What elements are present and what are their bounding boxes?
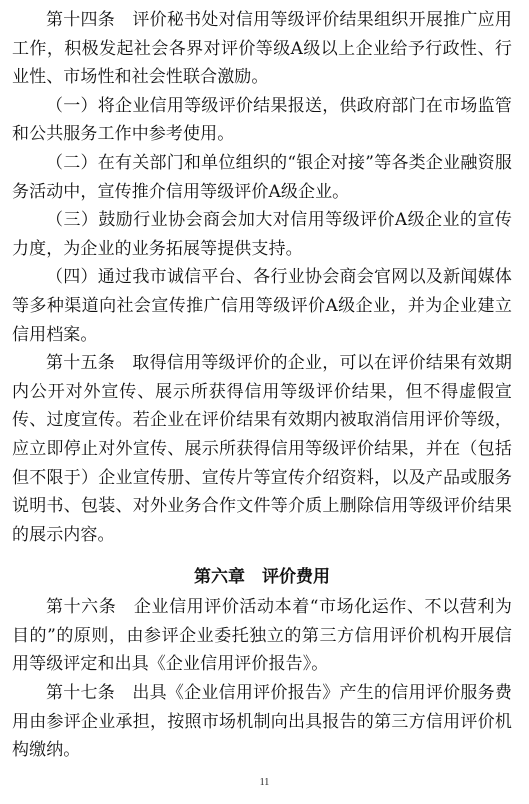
article-14-item-4: （四）通过我市诚信平台、各行业协会商会官网以及新闻媒体等多种渠道向社会宣传推广信用等级评价A级企业，并为企业建立信用档案。 <box>12 267 512 345</box>
chapter-heading <box>12 562 512 592</box>
article-16-paragraph: 第十六条 企业信用评价活动本着“市场化运作、不以营利为目的”的原则，由参评企业委托独立的第三方信用评价机构开展信用等级评定和出具《企业信用评价报告》。 <box>12 597 512 675</box>
article-14-item-3: （三）鼓励行业协会商会加大对信用等级评价A级企业的宣传力度，为企业的业务拓展等提供支持。 <box>12 210 512 259</box>
chapter-title: 评价费用 <box>262 567 330 588</box>
article-15-paragraph: 第十五条 取得信用等级评价的企业，可以在评价结果有效期内公开对外宣传、展示所获得信用等级评价结果，但不得虚假宣传、过度宣传。若企业在评价结果有效期内被取消信用评价等级，应立即停止对外宣传、展示所获得信用等级评价结果，并在（包括但不限于）企业宣传册、宣传片等宣传介绍资料，以及产品或服务说明书、包装、对外业务合作文件等介质上删除信用等级评价结果的展示内容。 <box>12 353 512 545</box>
article-17-paragraph: 第十七条 出具《企业信用评价报告》产生的信用评价服务费用由参评企业承担，按照市场机制向出具报告的第三方信用评价机构缴纳。 <box>12 683 512 761</box>
article-14-item-1: （一）将企业信用等级评价结果报送，供政府部门在市场监管和公共服务工作中参考使用。 <box>12 95 512 145</box>
chapter-number: 第六章 <box>194 567 245 588</box>
page-number: 11 <box>259 777 270 788</box>
article-14-paragraph: 第十四条 评价秘书处对信用等级评价结果组织开展推广应用工作，积极发起社会各界对评价等级A级以上企业给予行政性、行业性、市场性和社会性联合激励。 <box>12 10 512 88</box>
article-14-item-2: （二）在有关部门和单位组织的“银企对接”等各类企业融资服务活动中，宣传推介信用等级评价A级企业。 <box>12 152 512 202</box>
document-body <box>12 6 512 765</box>
